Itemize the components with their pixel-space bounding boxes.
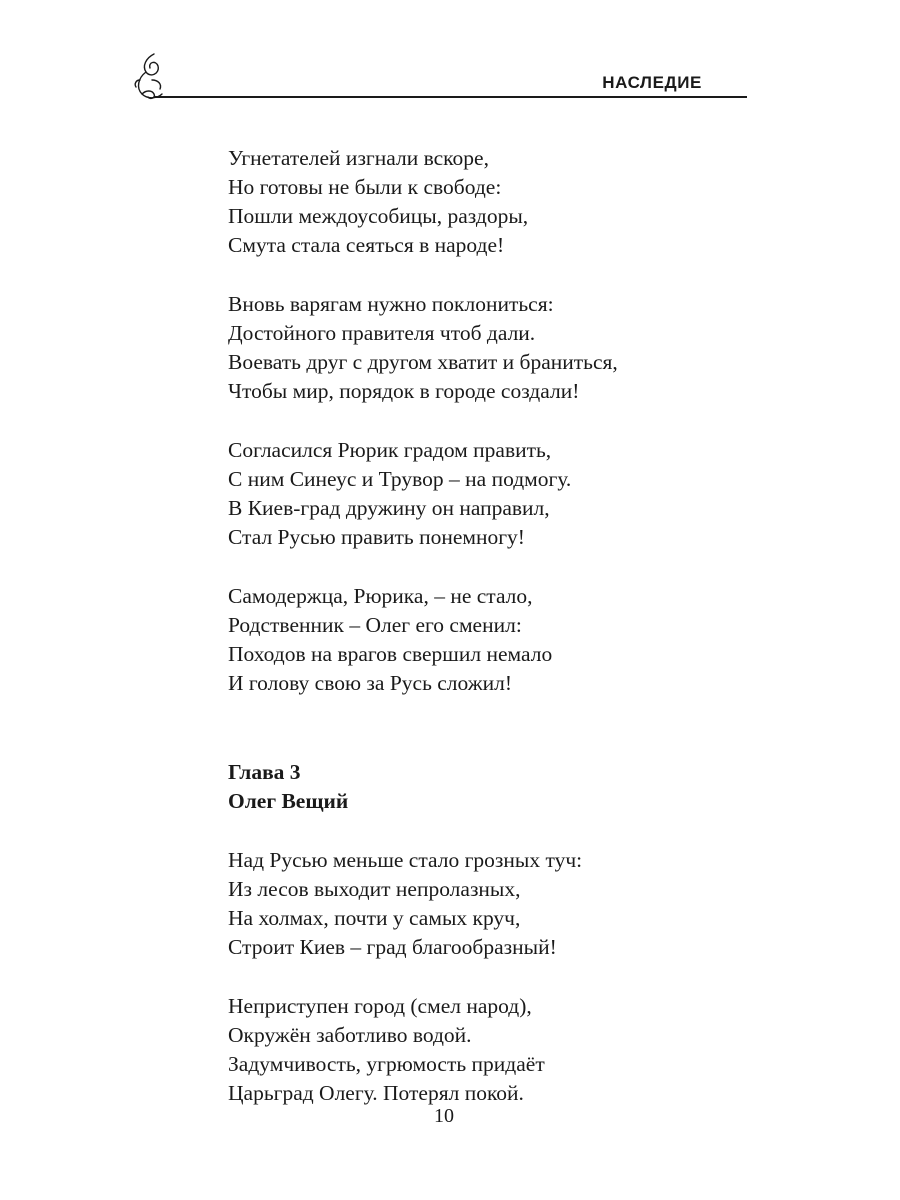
verse-line: И голову свою за Русь сложил! (228, 671, 512, 695)
stanza (228, 992, 748, 1108)
verse-line: В Киев-град дружину он направил, (228, 496, 550, 520)
page-number: 10 (434, 1105, 454, 1127)
verse-line: Согласился Рюрик градом править, (228, 438, 552, 462)
verse-line: Пошли междоусобицы, раздоры, (228, 204, 529, 228)
verse-line: С ним Синеус и Трувор – на подмогу. (228, 467, 572, 491)
verse-line: На холмах, почти у самых круч, (228, 906, 521, 930)
verse-line: Воевать друг с другом хватит и браниться, (228, 350, 618, 374)
verse-line: Из лесов выходит непролазных, (228, 877, 521, 901)
verse-line: Чтобы мир, порядок в городе создали! (228, 379, 580, 403)
stanza (228, 436, 748, 552)
floral-ornament-icon (132, 50, 172, 102)
stanza (228, 290, 748, 406)
stanza (228, 144, 748, 260)
chapter-number: Глава 3 (228, 760, 301, 784)
verse-line: Смута стала сеяться в народе! (228, 233, 505, 257)
stanza (228, 846, 748, 962)
running-head-title: НАСЛЕДИЕ (602, 73, 702, 92)
verse-line: Вновь варягам нужно поклониться: (228, 292, 554, 316)
verse-line: Самодержца, Рюрика, – не стало, (228, 584, 533, 608)
verse-line: Царьград Олегу. Потерял покой. (228, 1081, 524, 1105)
chapter-title: Олег Вещий (228, 789, 349, 813)
verse-line: Задумчивость, угрюмость придаёт (228, 1052, 545, 1076)
chapter-heading (228, 758, 748, 816)
verse-line: Достойного правителя чтоб дали. (228, 321, 536, 345)
verse-line: Угнетателей изгнали вскоре, (228, 146, 489, 170)
poem-body (228, 144, 748, 1138)
verse-line: Но готовы не были к свободе: (228, 175, 502, 199)
verse-line: Над Русью меньше стало грозных туч: (228, 848, 583, 872)
verse-line: Родственник – Олег его сменил: (228, 613, 522, 637)
verse-line: Строит Киев – град благообразный! (228, 935, 557, 959)
stanza (228, 582, 748, 698)
verse-line: Походов на врагов свершил немало (228, 642, 553, 666)
verse-line: Стал Русью править понемногу! (228, 525, 525, 549)
verse-line: Неприступен город (смел народ), (228, 994, 532, 1018)
verse-line: Окружён заботливо водой. (228, 1023, 472, 1047)
header-rule (154, 96, 747, 98)
